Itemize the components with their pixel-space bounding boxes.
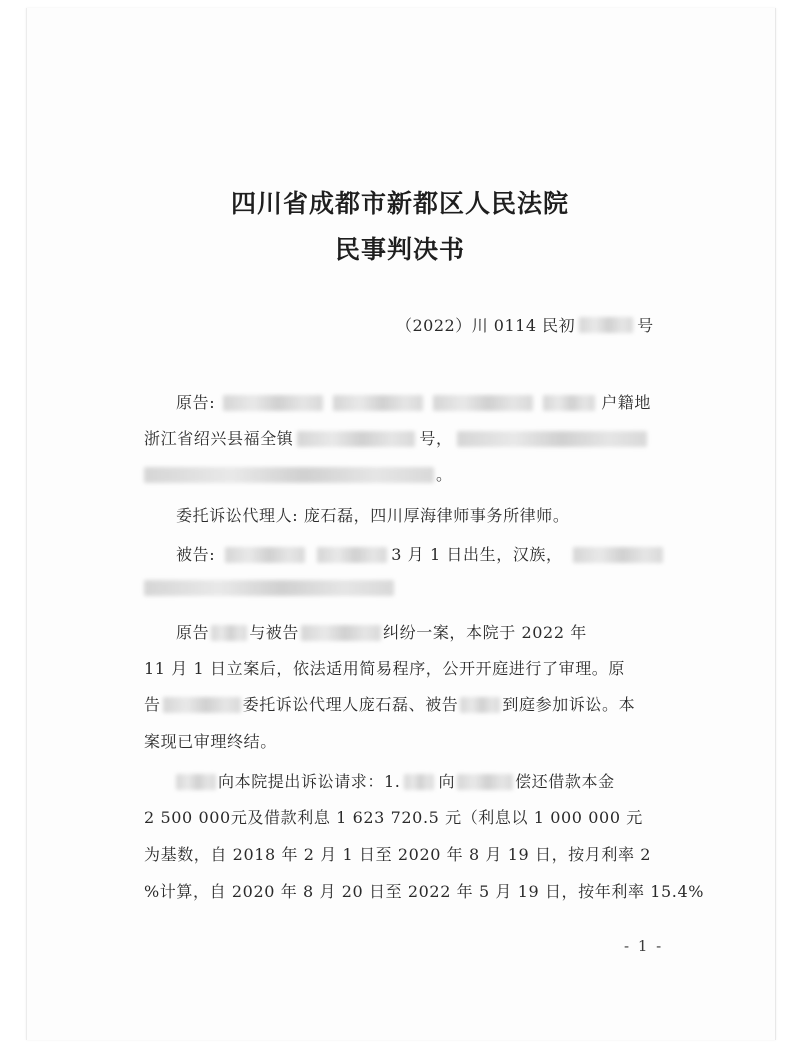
document-type-title: 民事判决书: [334, 235, 465, 264]
plaintiff-address-end: 。: [436, 465, 453, 484]
redaction-mark: [163, 697, 241, 713]
redaction-mark: [176, 774, 216, 790]
text-span: 原告: [176, 623, 210, 642]
redaction-mark: [579, 317, 633, 333]
body-p2-line-1: [176, 771, 615, 793]
defendant-label: 被告:: [176, 545, 216, 564]
redaction-mark: [460, 697, 500, 713]
text-span: 向本院提出诉讼请求：1.: [218, 772, 401, 791]
text-span: 委托诉讼代理人庞石磊、被告: [242, 695, 459, 714]
text-span: 偿还借款本金: [515, 772, 615, 791]
defendant-line-2: [144, 580, 394, 596]
body-p1-line-2: 11 月 1 日立案后，依法适用简易程序，公开开庭进行了审理。原: [144, 659, 625, 678]
case-number-prefix: （2022）川 0114 民初: [396, 316, 576, 335]
text-span: 告: [144, 695, 161, 714]
body-p1-line-3: [144, 694, 635, 716]
redaction-mark: [457, 431, 647, 447]
plaintiff-address-line-2: [144, 464, 453, 486]
plaintiff-label: 原告:: [176, 393, 216, 412]
defendant-line: [176, 544, 663, 566]
redaction-mark: [573, 547, 663, 563]
redaction-mark: [297, 431, 415, 447]
redaction-mark: [223, 395, 323, 411]
redaction-mark: [317, 547, 387, 563]
redaction-mark: [333, 395, 423, 411]
redaction-mark: [433, 395, 533, 411]
text-span: 与被告: [249, 623, 300, 642]
plaintiff-address-line: [144, 428, 647, 450]
plaintiff-address-no: 号，: [419, 429, 453, 448]
body-p2-line-2: 2 500 000元及借款利息 1 623 720.5 元（利息以 1 000 000 元: [144, 808, 643, 827]
redaction-mark: [144, 467, 434, 483]
body-p2-line-3: 为基数，自 2018 年 2 月 1 日至 2020 年 8 月 19 日，按月利率 2: [144, 845, 652, 864]
agent-line: 委托诉讼代理人: 庞石磊，四川厚海律师事务所律师。: [176, 506, 570, 525]
redaction-mark: [404, 774, 434, 790]
body-p1-line-1: [176, 622, 587, 644]
text-span: 纠纷一案，本院于 2022 年: [383, 623, 587, 642]
court-title: 四川省成都市新都区人民法院: [230, 189, 569, 218]
redaction-mark: [543, 395, 595, 411]
redaction-mark: [225, 547, 305, 563]
text-span: 到庭参加诉讼。本: [502, 695, 636, 714]
body-p2-line-4: %计算，自 2020 年 8 月 20 日至 2022 年 5 月 19 日，按年利率 15.4%: [144, 882, 705, 901]
redaction-mark: [457, 774, 513, 790]
body-p1-line-4: 案现已审理终结。: [144, 732, 277, 751]
redaction-mark: [144, 580, 394, 596]
defendant-info: 3 月 1 日出生，汉族，: [391, 545, 563, 564]
page-number: - 1 -: [624, 937, 664, 955]
case-number-suffix: 号: [637, 316, 654, 335]
case-number: [396, 313, 654, 336]
text-span: 向: [438, 772, 456, 791]
redaction-mark: [211, 625, 247, 641]
plaintiff-address: 浙江省绍兴县福全镇: [144, 429, 294, 448]
plaintiff-tail: 户籍地: [601, 393, 652, 412]
plaintiff-line: [176, 392, 651, 414]
redaction-mark: [301, 625, 381, 641]
